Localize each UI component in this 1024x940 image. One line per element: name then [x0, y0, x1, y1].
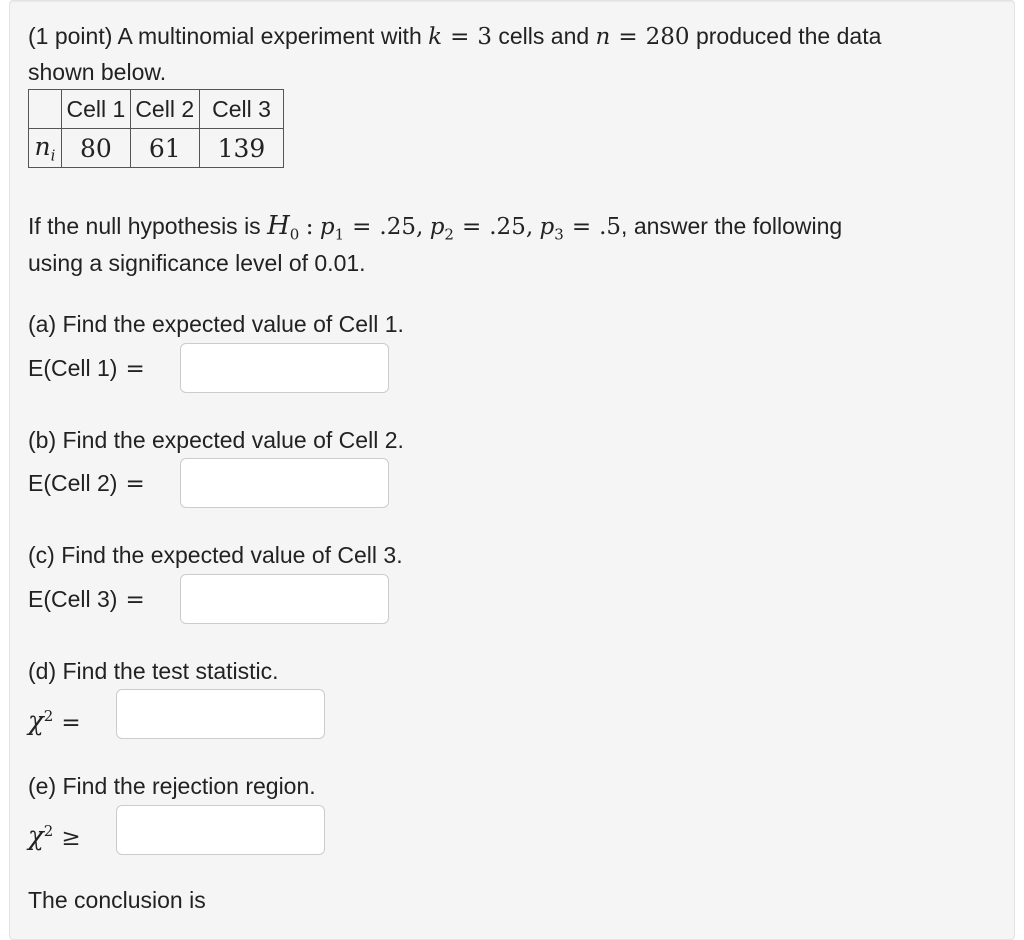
rejection-region-input[interactable]	[116, 805, 325, 855]
intro-suffix: produced the data	[695, 23, 882, 49]
equals-sign: =	[125, 356, 145, 382]
h-variable: H	[267, 211, 290, 241]
table-row	[29, 129, 284, 168]
i-subscript: i	[50, 146, 56, 165]
part-d-question: (d) Find the test statistic.	[28, 658, 279, 684]
table-cell: 61	[130, 129, 199, 168]
p1-variable: p	[319, 214, 335, 240]
equals-sign: =	[125, 471, 145, 497]
equals-sign: =	[125, 587, 145, 613]
n-variable: n	[34, 131, 51, 161]
table-header-cell: Cell 1	[62, 90, 131, 129]
e-cell1-label: E(Cell 1)	[28, 355, 118, 381]
intro-line-1	[28, 21, 881, 52]
table-header-row	[29, 90, 284, 129]
table-header-cell: Cell 3	[199, 90, 284, 129]
equals-sign: =	[61, 709, 81, 736]
k-value: 3	[477, 24, 492, 50]
p2-subscript: 2	[444, 225, 454, 244]
part-b-question: (b) Find the expected value of Cell 2.	[28, 427, 404, 453]
e-cell2-input[interactable]	[180, 458, 389, 508]
n-variable: n	[595, 24, 611, 50]
p1-subscript: 1	[334, 225, 345, 244]
chi-symbol: χ	[28, 706, 44, 737]
table-cell: 80	[62, 129, 131, 168]
n-value: 280	[645, 24, 690, 50]
p3-value: .5	[599, 214, 622, 240]
part-c-label	[28, 584, 153, 615]
equals-sign: =	[461, 214, 482, 240]
greater-equal-sign: ≥	[61, 824, 81, 851]
superscript-2: 2	[43, 707, 54, 725]
equals-sign: =	[571, 214, 592, 240]
p2-variable: p	[429, 214, 445, 240]
part-b-label	[28, 468, 153, 499]
e-cell1-input[interactable]	[180, 343, 389, 393]
p3-subscript: 3	[554, 225, 564, 244]
colon: :	[305, 214, 314, 240]
superscript-2: 2	[43, 822, 54, 840]
table-cell: 139	[199, 129, 284, 168]
p3-variable: p	[539, 214, 555, 240]
hypothesis-prefix: If the null hypothesis is	[28, 213, 261, 239]
part-a-question: (a) Find the expected value of Cell 1.	[28, 311, 404, 337]
part-a-label	[28, 353, 153, 384]
k-variable: k	[428, 24, 443, 50]
part-c-question: (c) Find the expected value of Cell 3.	[28, 542, 403, 568]
intro-prefix: (1 point) A multinomial experiment with	[28, 23, 422, 49]
e-cell3-label: E(Cell 3)	[28, 586, 118, 612]
equals-sign: =	[352, 214, 372, 240]
table-header-cell: Cell 2	[130, 90, 199, 129]
equals-sign: =	[618, 24, 638, 50]
observed-counts-table	[28, 89, 284, 168]
table-corner-cell	[29, 90, 62, 129]
p1-value: .25,	[379, 214, 424, 240]
e-cell3-input[interactable]	[180, 574, 389, 624]
problem-panel	[9, 0, 1015, 940]
part-d-label	[28, 701, 89, 738]
row-label-ni	[29, 129, 62, 168]
intro-mid: cells and	[498, 23, 590, 49]
hypothesis-line-2: using a significance level of 0.01.	[28, 250, 366, 276]
chi-symbol: χ	[28, 821, 44, 852]
hypothesis-line-1	[28, 211, 842, 250]
test-statistic-input[interactable]	[116, 689, 325, 739]
part-e-label	[28, 816, 89, 853]
p2-value: .25,	[489, 214, 534, 240]
hypothesis-suffix: , answer the following	[621, 213, 843, 239]
e-cell2-label: E(Cell 2)	[28, 470, 118, 496]
h-subscript: 0	[289, 225, 300, 244]
intro-line-2: shown below.	[28, 59, 167, 85]
equals-sign: =	[450, 24, 470, 50]
conclusion-label: The conclusion is	[28, 887, 206, 913]
part-e-question: (e) Find the rejection region.	[28, 773, 316, 799]
